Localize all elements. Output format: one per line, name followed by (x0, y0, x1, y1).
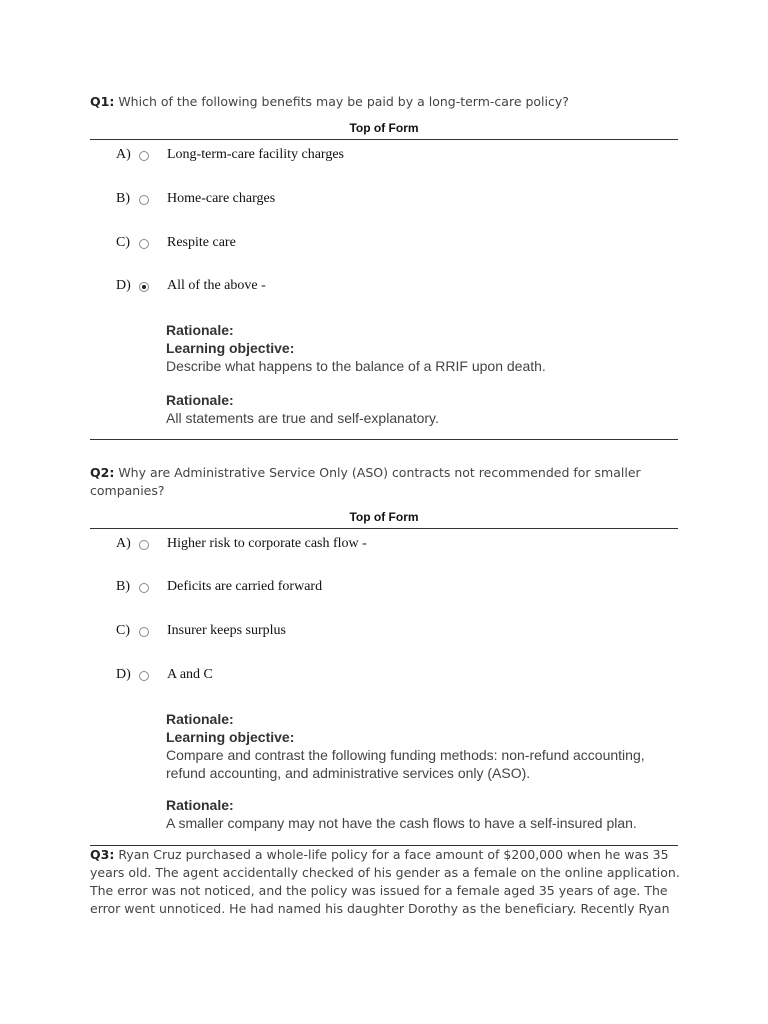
q2-option-c-letter: C) (116, 623, 130, 638)
q1-top-rule (90, 139, 678, 140)
q1-option-b-letter: B) (116, 191, 130, 206)
q2-option-b-letter: B) (116, 579, 130, 594)
q2-option-d-letter: D) (116, 667, 131, 682)
q1-option-b-radio[interactable] (139, 195, 149, 205)
q1-option-d-radio[interactable] (139, 282, 149, 292)
q3-number: Q3: (90, 847, 115, 862)
q3-question-text: Ryan Cruz purchased a whole-life policy for a face amount of $200,000 when he was 35 years old. The agent accidentally checked of his gender as a female on the online application. The error was not noticed, and the policy was issued for a female aged 35 years of age. The error went unnoticed. He had named his daughter Dorothy as the beneficiary. Recently Ryan (90, 847, 680, 916)
q2-question-text: Why are Administrative Service Only (ASO) contracts not recommended for smaller companies? (90, 465, 641, 498)
q1-option-a-text: Long-term-care facility charges (167, 147, 344, 162)
q1-feedback (166, 321, 678, 427)
q1-number: Q1: (90, 94, 115, 109)
q1-learning-objective-label: Learning objective: (166, 340, 295, 356)
q1-option-c-text: Respite care (167, 235, 236, 250)
q1-question-text: Which of the following benefits may be paid by a long-term-care policy? (118, 94, 569, 109)
q1-question (90, 93, 680, 111)
q2-option-d-text: A and C (167, 667, 213, 682)
q1-top-of-form: Top of Form (349, 121, 419, 135)
q1-option-d-text: All of the above - (167, 278, 266, 293)
q1-option-d-letter: D) (116, 278, 131, 293)
q2-feedback (166, 710, 678, 832)
q1-learning-objective: Describe what happens to the balance of a RRIF upon death. (166, 358, 546, 374)
q2-option-c-radio[interactable] (139, 627, 149, 637)
q1-rationale-label-2: Rationale: (166, 392, 234, 408)
q2-rationale: A smaller company may not have the cash flows to have a self-insured plan. (166, 815, 637, 831)
q2-option-c-text: Insurer keeps surplus (167, 623, 286, 638)
q2-option-d-radio[interactable] (139, 671, 149, 681)
q1-bottom-rule (90, 439, 678, 440)
q1-option-b-text: Home-care charges (167, 191, 276, 206)
q1-option-c-letter: C) (116, 235, 130, 250)
q1-option-c-radio[interactable] (139, 239, 149, 249)
q2-option-a-text: Higher risk to corporate cash flow - (167, 536, 367, 551)
q2-option-a-radio[interactable] (139, 540, 149, 550)
q2-option-a-letter: A) (116, 536, 131, 551)
q1-rationale: All statements are true and self-explanatory. (166, 410, 439, 426)
q2-learning-objective-label: Learning objective: (166, 729, 295, 745)
q2-rationale-label-2: Rationale: (166, 797, 234, 813)
q1-option-a-radio[interactable] (139, 151, 149, 161)
q2-option-b-radio[interactable] (139, 583, 149, 593)
q2-learning-objective: Compare and contrast the following funding methods: non-refund accounting, refund accounting, and administrative services only (ASO). (166, 747, 645, 781)
q2-question (90, 464, 680, 500)
q2-top-rule (90, 528, 678, 529)
q1-option-a-letter: A) (116, 147, 131, 162)
q2-number: Q2: (90, 465, 115, 480)
q2-rationale-label: Rationale: (166, 711, 234, 727)
q2-option-b-text: Deficits are carried forward (167, 579, 323, 594)
q1-rationale-label: Rationale: (166, 322, 234, 338)
q2-top-of-form: Top of Form (349, 510, 419, 524)
q3-question (90, 846, 680, 918)
